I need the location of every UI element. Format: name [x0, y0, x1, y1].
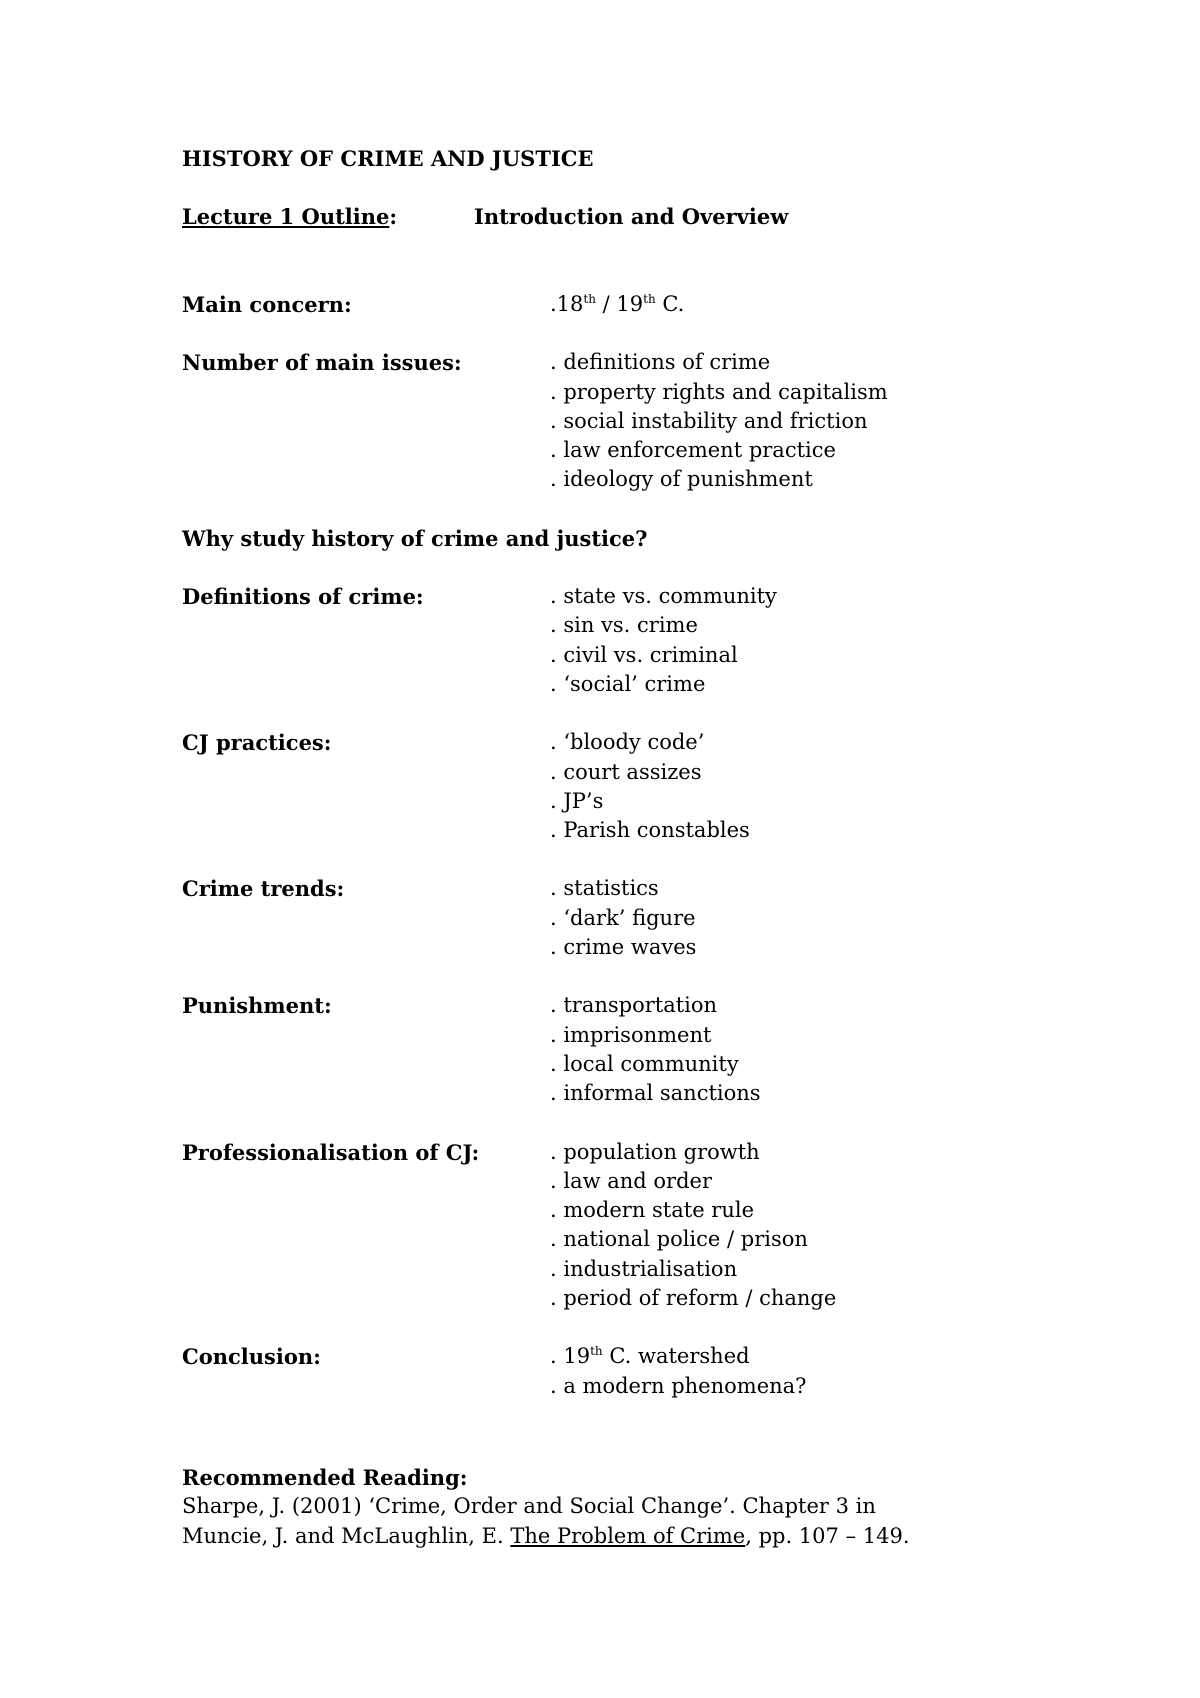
- list-item: . ‘dark’ figure: [550, 905, 696, 930]
- book-title: The Problem of Crime: [510, 1523, 746, 1548]
- list-item: . property rights and capitalism: [550, 379, 888, 404]
- list-item: . a modern phenomena?: [550, 1373, 807, 1398]
- section-items: [550, 348, 888, 494]
- document-title: HISTORY OF CRIME AND JUSTICE: [182, 146, 594, 171]
- dynamic-sections: [182, 348, 1082, 1313]
- section-items: [550, 1342, 806, 1401]
- reading-line-1: Sharpe, J. (2001) ‘Crime, Order and Social Change’. Chapter 3 in: [182, 1494, 876, 1519]
- list-item: . sin vs. crime: [550, 613, 698, 638]
- outline-section: [182, 874, 1082, 962]
- reading-line-2: Muncie, J. and McLaughlin, E. The Problem of Crime, pp. 107 – 149.: [182, 1523, 910, 1548]
- reading-label: Recommended Reading:: [182, 1465, 468, 1490]
- list-item: . national police / prison: [550, 1227, 808, 1252]
- lecture-title: Introduction and Overview: [474, 204, 789, 229]
- list-item: . imprisonment: [550, 1022, 712, 1047]
- section-label: Definitions of crime:: [182, 584, 424, 610]
- section-items: [550, 991, 761, 1108]
- list-item: .18th / 19th C.: [550, 292, 685, 316]
- lecture-label: Lecture 1 Outline: [182, 204, 390, 229]
- section-label: Crime trends:: [182, 876, 345, 902]
- list-item: . court assizes: [550, 759, 702, 784]
- outline-section: [182, 728, 1082, 845]
- list-item: . local community: [550, 1051, 739, 1076]
- section-label: Why study history of crime and justice?: [182, 525, 648, 551]
- section-items: [550, 874, 696, 962]
- list-item: . civil vs. criminal: [550, 642, 738, 667]
- section-items: [550, 290, 684, 319]
- section-items: [550, 1138, 836, 1314]
- list-item: . crime waves: [550, 935, 697, 960]
- outline-section: [182, 524, 1082, 553]
- section-main-concern: [182, 290, 1082, 319]
- list-item: . industrialisation: [550, 1256, 738, 1281]
- list-item: . statistics: [550, 876, 659, 901]
- list-item: . Parish constables: [550, 818, 750, 843]
- section-label: CJ practices:: [182, 730, 332, 756]
- list-item: . JP’s: [550, 788, 604, 813]
- section-items: [550, 728, 750, 845]
- outline-section: [182, 582, 1082, 699]
- list-item: . law enforcement practice: [550, 438, 836, 463]
- section-label: Professionalisation of CJ:: [182, 1139, 480, 1165]
- recommended-reading: [182, 1463, 1082, 1551]
- list-item: . modern state rule: [550, 1198, 755, 1223]
- lecture-heading: [182, 204, 789, 229]
- section-label: Number of main issues:: [182, 350, 462, 376]
- list-item: . ‘bloody code’: [550, 730, 705, 755]
- list-item: . ideology of punishment: [550, 467, 813, 492]
- list-item: . social instability and friction: [550, 408, 868, 433]
- list-item: . transportation: [550, 993, 718, 1018]
- outline-section: [182, 348, 1082, 494]
- outline-section: [182, 991, 1082, 1108]
- section-items: [550, 582, 777, 699]
- lecture-colon: :: [389, 204, 398, 229]
- section-label: Main concern:: [182, 292, 352, 317]
- list-item: . state vs. community: [550, 584, 777, 609]
- list-item: . population growth: [550, 1139, 760, 1164]
- list-item: . period of reform / change: [550, 1286, 837, 1311]
- section-label: Conclusion:: [182, 1344, 321, 1370]
- outline-sections: [182, 290, 1082, 1430]
- list-item: . definitions of crime: [550, 350, 771, 375]
- section-label: Punishment:: [182, 993, 332, 1019]
- outline-section: [182, 1138, 1082, 1314]
- list-item: . informal sanctions: [550, 1081, 761, 1106]
- list-item: . 19th C. watershed: [550, 1344, 750, 1369]
- list-item: . law and order: [550, 1168, 712, 1193]
- section-conclusion: [182, 1342, 1082, 1401]
- list-item: . ‘social’ crime: [550, 671, 706, 696]
